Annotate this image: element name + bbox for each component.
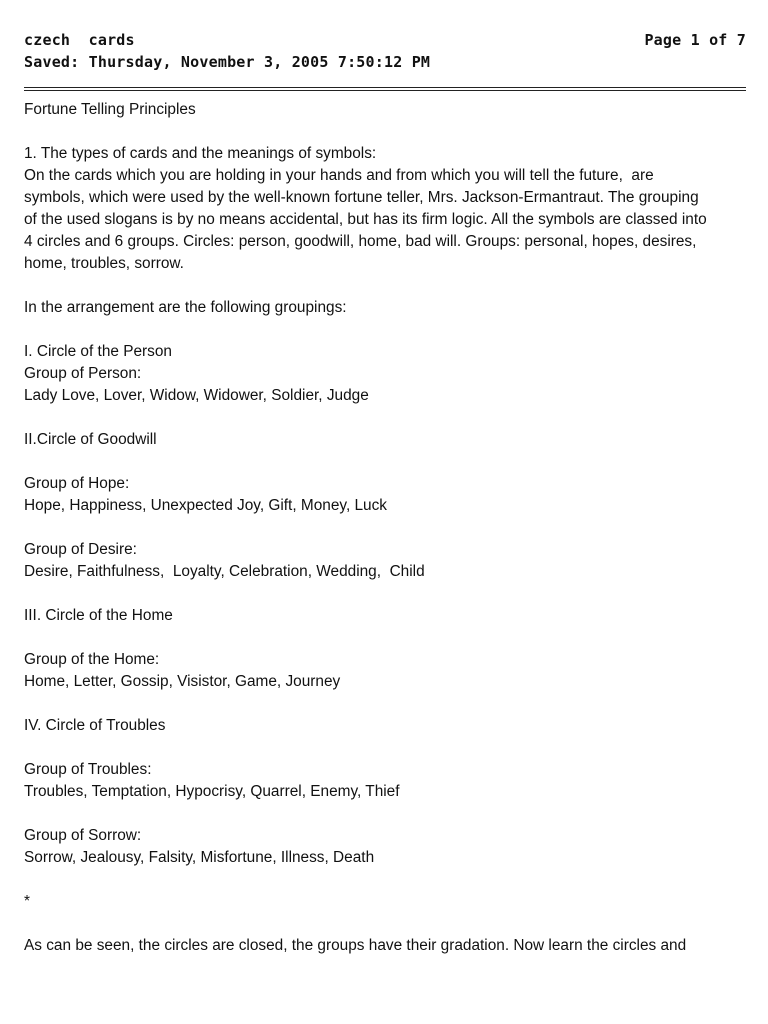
text-line: Group of the Home: bbox=[24, 651, 160, 668]
blank-line bbox=[24, 451, 734, 473]
text-line: Home, Letter, Gossip, Visistor, Game, Journey bbox=[24, 673, 341, 690]
text-line: In the arrangement are the following groupings: bbox=[24, 299, 347, 316]
text-line: of the used slogans is by no means accidental, but has its firm logic. All the symbols are classed into bbox=[24, 211, 707, 228]
text-line: Group of Troubles: bbox=[24, 761, 152, 778]
text-line: Fortune Telling Principles bbox=[24, 101, 196, 118]
text-line: Desire, Faithfulness, Loyalty, Celebration, Wedding, Child bbox=[24, 563, 425, 580]
blank-line bbox=[24, 869, 734, 891]
blank-line bbox=[24, 517, 734, 539]
blank-line bbox=[24, 803, 734, 825]
blank-line bbox=[24, 693, 734, 715]
blank-line bbox=[24, 121, 734, 143]
blank-line bbox=[24, 737, 734, 759]
text-line: III. Circle of the Home bbox=[24, 607, 173, 624]
text-line: II.Circle of Goodwill bbox=[24, 431, 157, 448]
text-line: IV. Circle of Troubles bbox=[24, 717, 166, 734]
text-line: Group of Person: bbox=[24, 365, 142, 382]
blank-line bbox=[24, 583, 734, 605]
text-line: * bbox=[24, 893, 30, 910]
text-line: 1. The types of cards and the meanings of symbols: bbox=[24, 145, 377, 162]
blank-line bbox=[24, 275, 734, 297]
header-top-row bbox=[24, 29, 746, 51]
text-line: As can be seen, the circles are closed, the groups have their gradation. Now learn the circles and bbox=[24, 937, 687, 954]
text-line: Troubles, Temptation, Hypocrisy, Quarrel, Enemy, Thief bbox=[24, 783, 400, 800]
page-number: Page 1 of 7 bbox=[644, 31, 746, 49]
saved-timestamp: Saved: Thursday, November 3, 2005 7:50:12 PM bbox=[24, 53, 431, 71]
text-line: Group of Sorrow: bbox=[24, 827, 142, 844]
text-line: symbols, which were used by the well-known fortune teller, Mrs. Jackson-Ermantraut. The grouping bbox=[24, 189, 699, 206]
page-header bbox=[24, 29, 746, 73]
header-saved-row bbox=[24, 51, 746, 73]
text-line: 4 circles and 6 groups. Circles: person, goodwill, home, bad will. Groups: personal, hopes, desires, bbox=[24, 233, 697, 250]
document-title: czech cards bbox=[24, 31, 135, 49]
text-line: Group of Desire: bbox=[24, 541, 137, 558]
text-line: On the cards which you are holding in your hands and from which you will tell the future, are bbox=[24, 167, 654, 184]
text-line: Group of Hope: bbox=[24, 475, 130, 492]
text-line: home, troubles, sorrow. bbox=[24, 255, 184, 272]
text-line: Sorrow, Jealousy, Falsity, Misfortune, Illness, Death bbox=[24, 849, 375, 866]
blank-line bbox=[24, 913, 734, 935]
document-body bbox=[24, 99, 734, 957]
text-line: Lady Love, Lover, Widow, Widower, Soldier, Judge bbox=[24, 387, 369, 404]
blank-line bbox=[24, 627, 734, 649]
blank-line bbox=[24, 407, 734, 429]
header-divider bbox=[24, 87, 746, 91]
text-line: Hope, Happiness, Unexpected Joy, Gift, Money, Luck bbox=[24, 497, 388, 514]
text-line: I. Circle of the Person bbox=[24, 343, 172, 360]
blank-line bbox=[24, 319, 734, 341]
